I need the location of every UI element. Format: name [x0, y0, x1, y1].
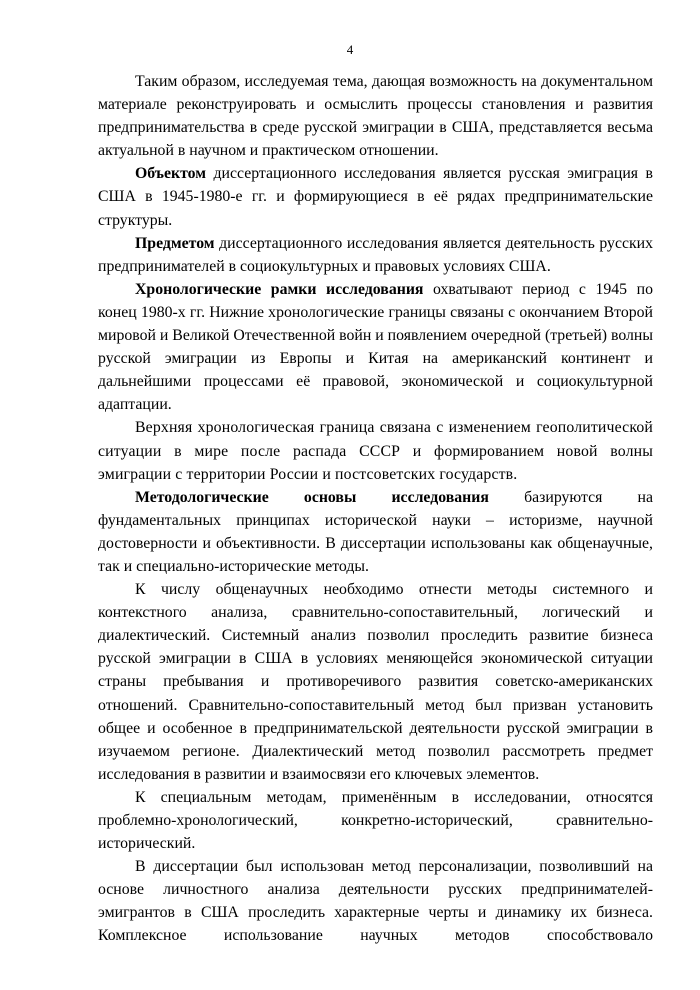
- paragraph-general-methods: [98, 578, 653, 786]
- paragraph-lead: Хронологические рамки исследования: [135, 280, 424, 298]
- paragraph-chronology: [98, 278, 653, 417]
- paragraph-special-methods: [98, 786, 653, 855]
- page-body: [98, 70, 653, 948]
- paragraph-object: [98, 162, 653, 231]
- paragraph-methodology: [98, 486, 653, 578]
- paragraph-lead: Объектом: [135, 165, 207, 183]
- paragraph-text: К числу общенаучных необходимо отнести методы системного и контекстного анализа, сравнительно-сопоставительный, логический и диалектический. Системный анализ позволил проследить развитие бизнеса русской эмиграции в США в условиях меняющейся экономической ситуации страны пребывания и противоречивого развития советско-американских отношений. Сравнительно-сопоставительный метод был призван установить общее и особенное в предпринимательской деятельности русской эмиграции в изучаемом регионе. Диалектический метод позволил рассмотреть предмет исследования в развитии и взаимосвязи его ключевых элементов.: [98, 581, 653, 783]
- paragraph-personalization: [98, 855, 653, 947]
- paragraph-lead: Методологические основы исследования: [135, 488, 489, 506]
- paragraph-text: диссертационного исследования является русская эмиграция в США в 1945-1980-е гг. и формирующиеся в её рядах предпринимательские структуры.: [98, 165, 653, 229]
- page-number: 4: [346, 42, 354, 57]
- paragraph-lead: Предметом: [135, 234, 215, 252]
- paragraph-text: К специальным методам, применённым в исследовании, относятся проблемно-хронологический, конкретно-исторический, сравнительно-исторический.: [98, 788, 653, 853]
- paragraph-text: базируются на фундаментальных принципах исторической науки – историзме, научной достоверности и объективности. В диссертации использованы как общенаучные, так и специально-исторические методы.: [98, 488, 653, 575]
- paragraph-text: диссертационного исследования является деятельность русских предпринимателей в социокультурных и правовых условиях США.: [98, 234, 653, 275]
- paragraph-text: охватывают период с 1945 по конец 1980-х гг. Нижние хронологические границы связаны с окончанием Второй мировой и Великой Отечественной войн и появлением очередной (третьей) волны русской эмиграции из Европы и Китая на американский континент и дальнейшими процессами её правовой, экономической и социокультурной адаптации.: [98, 280, 653, 414]
- paragraph-text: Верхняя хронологическая граница связана с изменением геополитической ситуации в мире после распада СССР и формированием новой волны эмиграции с территории России и постсоветских государств.: [98, 419, 653, 483]
- paragraph-upper-boundary: [98, 416, 653, 485]
- paragraph-text: В диссертации был использован метод персонализации, позволивший на основе личностного анализа деятельности русских предпринимателей-эмигрантов в США проследить характерные черты и динамику их бизнеса. Комплексное использование научных методов способствовало: [98, 858, 653, 945]
- paragraph-text: Таким образом, исследуемая тема, дающая возможность на документальном материале реконструировать и осмыслить процессы становления и развития предпринимательства в среде русской эмиграции в США, представляется весьма актуальной в научном и практическом отношении.: [98, 73, 653, 160]
- paragraph-subject: [98, 232, 653, 278]
- paragraph-relevance-conclusion: [98, 70, 653, 162]
